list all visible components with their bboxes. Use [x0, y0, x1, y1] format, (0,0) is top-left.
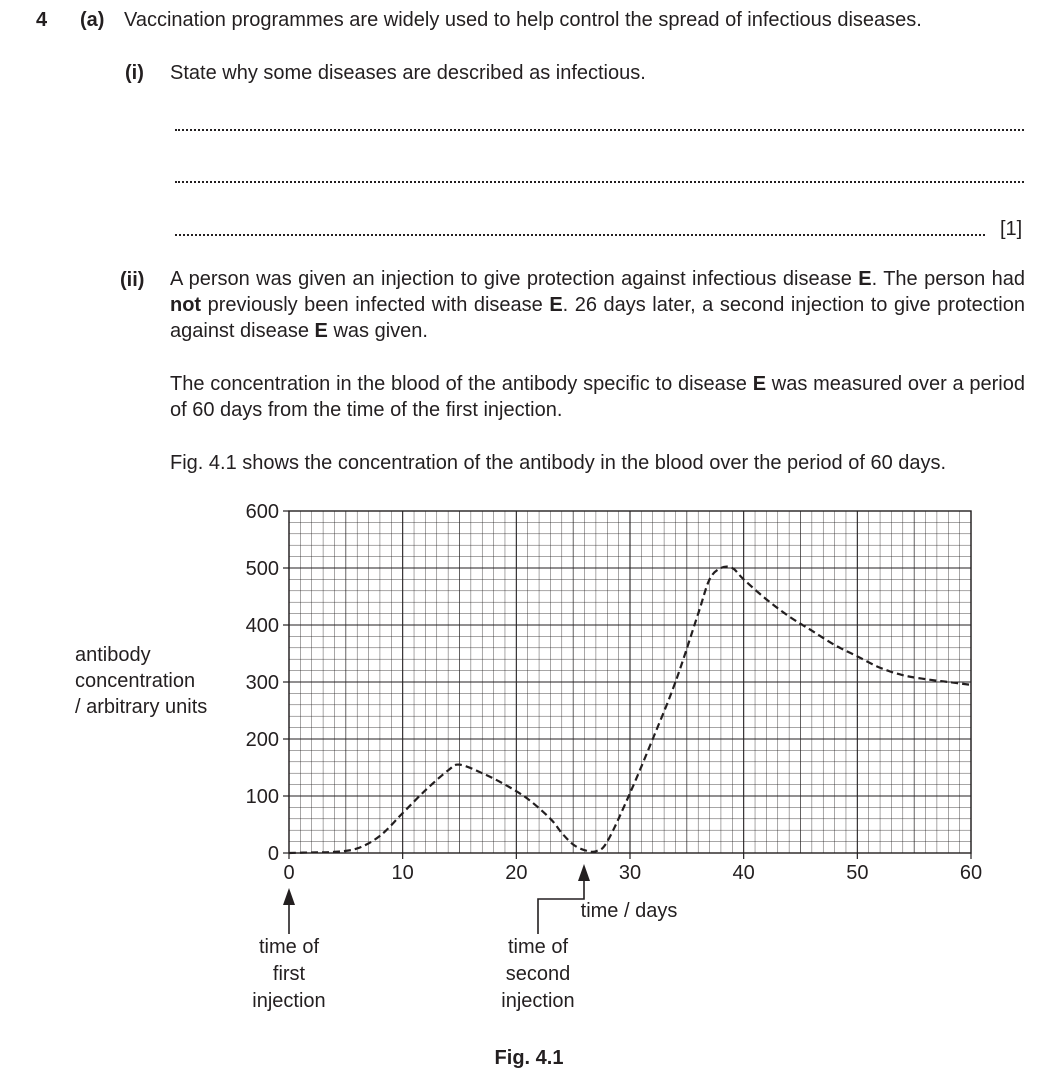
x-axis-label: time / days: [580, 900, 678, 922]
sub-ii-paragraph-3: Fig. 4.1 shows the concentration of the antibody in the blood over the period of 60 days.: [170, 452, 947, 474]
marks-label: [1]: [1000, 218, 1023, 240]
x-tick-label: 0: [283, 862, 295, 884]
sub-ii-paragraph-2: The concentration in the blood of the antibody specific to disease E was measured over a period of 60 days from the time of the first injection.: [170, 373, 1025, 421]
sub-i-label: (i): [125, 62, 144, 84]
sub-ii-paragraph-1: A person was given an injection to give protection against infectious disease E. The person had not previously been infected with disease E. 26 days later, a second injection to give protection against disease E was given.: [170, 268, 1025, 342]
sub-i-prompt: State why some diseases are described as infectious.: [170, 62, 646, 84]
x-tick-label: 60: [959, 862, 983, 884]
sub-ii-label: (ii): [120, 269, 145, 291]
y-tick-label: 200: [245, 729, 279, 751]
y-tick-label: 300: [245, 672, 279, 694]
y-tick-label: 400: [245, 615, 279, 637]
x-tick-label: 40: [732, 862, 755, 884]
second-injection-annotation: time of second injection: [501, 936, 575, 1012]
first-injection-arrow: [283, 888, 295, 934]
x-tick-label: 10: [391, 862, 414, 884]
y-tick-label: 500: [245, 558, 279, 580]
y-tick-label: 100: [245, 786, 279, 808]
x-tick-label: 20: [505, 862, 528, 884]
first-injection-annotation: time of first injection: [252, 936, 326, 1012]
chart-grid: [289, 511, 971, 853]
y-tick-label: 0: [267, 843, 279, 865]
y-tick-label: 600: [245, 501, 279, 523]
question-number: 4: [36, 9, 48, 31]
x-tick-label: 50: [846, 862, 869, 884]
part-a-intro: Vaccination programmes are widely used to help control the spread of infectious diseases.: [124, 9, 922, 31]
part-a-label: (a): [80, 9, 105, 31]
second-injection-arrow: [538, 864, 590, 934]
y-axis-label: antibody concentration / arbitrary units: [75, 644, 208, 718]
figure-caption: Fig. 4.1: [494, 1047, 564, 1069]
x-tick-label: 30: [618, 862, 642, 884]
